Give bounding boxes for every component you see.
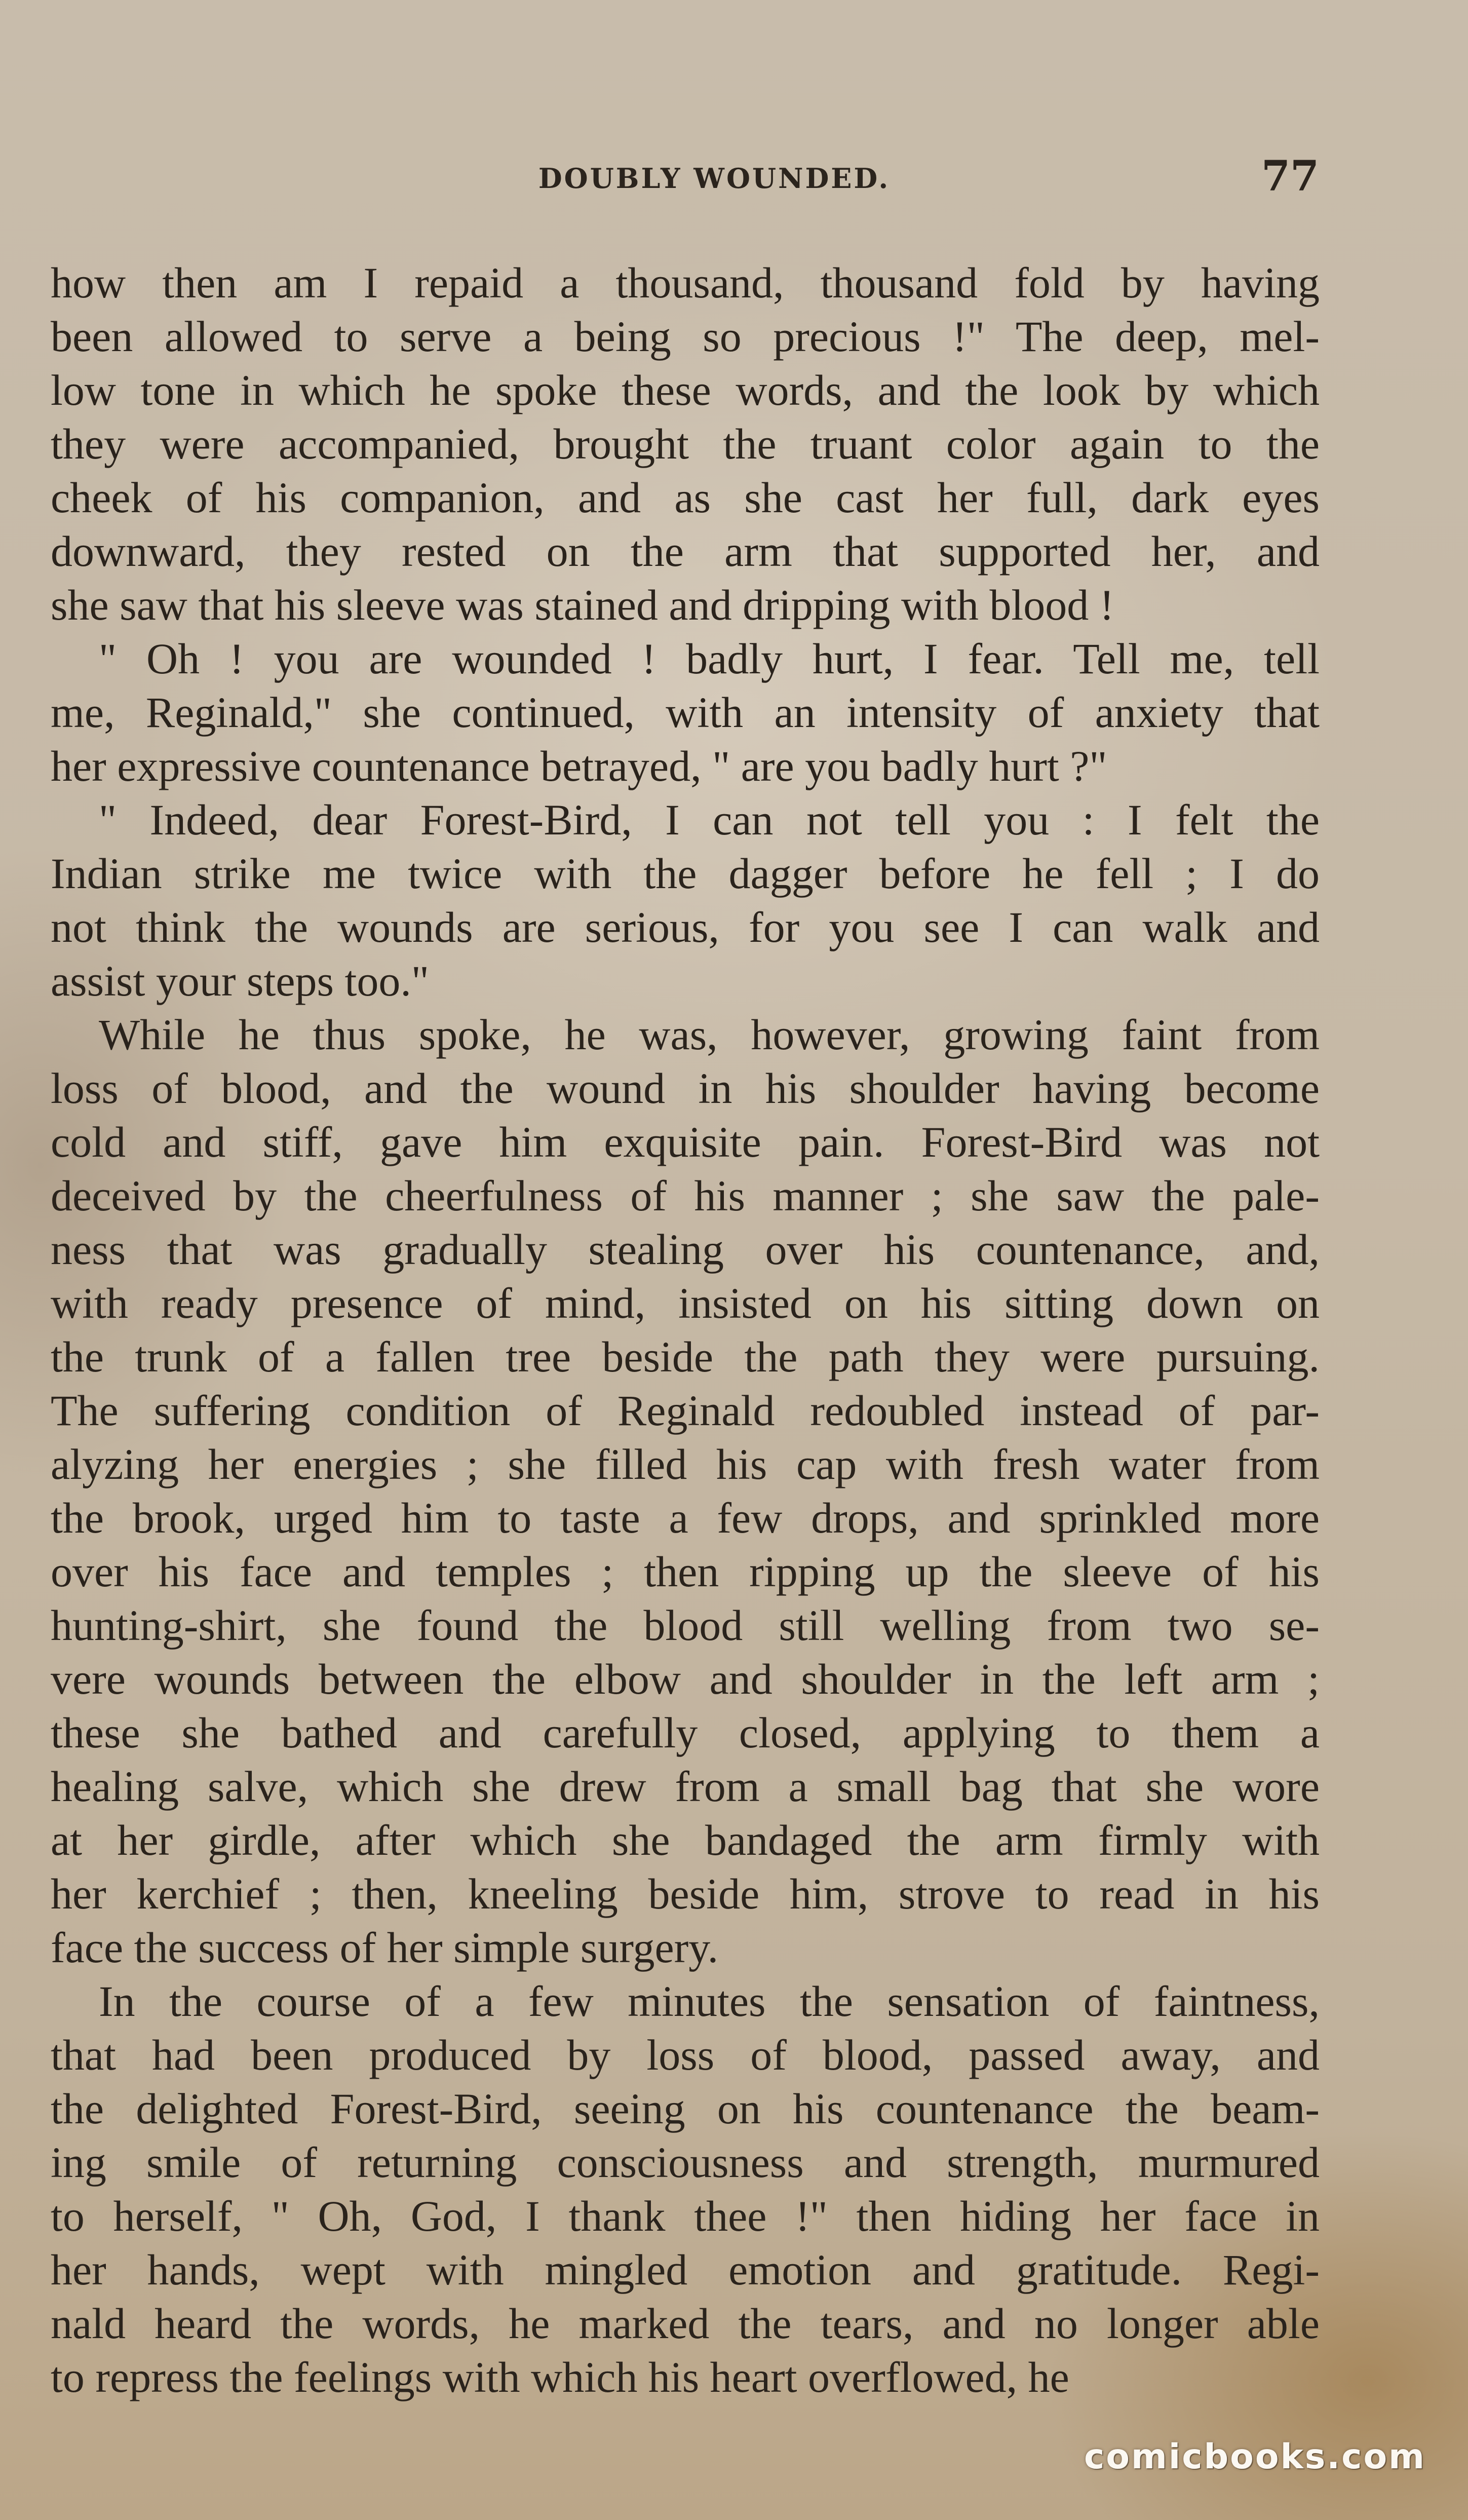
text-line: deceived by the cheerfulness of his manner ; she saw the pale-: [51, 1171, 1320, 1220]
text-line: her expressive countenance betrayed, " are you badly hurt ?": [51, 742, 1107, 790]
watermark: comicbooks.com: [1084, 2437, 1426, 2477]
text-line: her kerchief ; then, kneeling beside him, strove to read in his: [51, 1869, 1320, 1918]
text-line: me, Reginald," she continued, with an intensity of anxiety that: [51, 688, 1320, 737]
text-line: to herself, " Oh, God, I thank thee !" then hiding her face in: [51, 2192, 1320, 2240]
text-line: the trunk of a fallen tree beside the path they were pursuing.: [51, 1332, 1320, 1381]
body-text: [51, 256, 1320, 2404]
paragraph: [51, 1008, 1320, 1974]
text-line: with ready presence of mind, insisted on his sitting down on: [51, 1279, 1320, 1327]
text-line: not think the wounds are serious, for you see I can walk and: [51, 903, 1320, 951]
text-line: downward, they rested on the arm that supported her, and: [51, 527, 1320, 576]
text-line: the brook, urged him to taste a few drops, and sprinkled more: [51, 1494, 1320, 1542]
text-line: In the course of a few minutes the sensation of faintness,: [99, 1977, 1320, 2026]
text-line: face the success of her simple surgery.: [51, 1923, 719, 1972]
text-line: these she bathed and carefully closed, applying to them a: [51, 1708, 1320, 1757]
paragraph: [51, 632, 1320, 793]
text-line: at her girdle, after which she bandaged the arm firmly with: [51, 1816, 1320, 1864]
text-line: low tone in which he spoke these words, and the look by which: [51, 366, 1320, 414]
text-line: " Indeed, dear Forest-Bird, I can not tell you : I felt the: [99, 795, 1320, 844]
running-head: DOUBLY WOUNDED.: [538, 162, 891, 195]
paragraph: [51, 1974, 1320, 2404]
text-line: nald heard the words, he marked the tears, and no longer able: [51, 2299, 1320, 2348]
text-line: her hands, wept with mingled emotion and gratitude. Regi-: [51, 2245, 1320, 2294]
page-header: [0, 152, 1468, 213]
text-line: " Oh ! you are wounded ! badly hurt, I fear. Tell me, tell: [99, 634, 1320, 683]
text-line: vere wounds between the elbow and shoulder in the left arm ;: [51, 1655, 1320, 1703]
text-line: that had been produced by loss of blood, passed away, and: [51, 2031, 1320, 2079]
text-line: ing smile of returning consciousness and strength, murmured: [51, 2138, 1320, 2187]
text-line: cheek of his companion, and as she cast her full, dark eyes: [51, 473, 1320, 522]
text-line: been allowed to serve a being so precious !" The deep, mel-: [51, 312, 1320, 361]
text-line: ness that was gradually stealing over his countenance, and,: [51, 1225, 1320, 1274]
text-line: how then am I repaid a thousand, thousand fold by having: [51, 258, 1320, 307]
text-line: healing salve, which she drew from a small bag that she wore: [51, 1762, 1320, 1811]
text-line: While he thus spoke, he was, however, growing faint from: [99, 1010, 1320, 1059]
text-line: assist your steps too.": [51, 957, 429, 1005]
text-line: the delighted Forest-Bird, seeing on his countenance the beam-: [51, 2084, 1320, 2133]
text-line: loss of blood, and the wound in his shoulder having become: [51, 1064, 1320, 1113]
text-line: to repress the feelings with which his heart overflowed, he: [51, 2353, 1069, 2401]
page-number: 77: [1261, 152, 1320, 201]
text-line: hunting-shirt, she found the blood still welling from two se-: [51, 1601, 1320, 1650]
text-line: over his face and temples ; then ripping up the sleeve of his: [51, 1547, 1320, 1596]
text-line: she saw that his sleeve was stained and dripping with blood !: [51, 581, 1114, 629]
text-line: Indian strike me twice with the dagger before he fell ; I do: [51, 849, 1320, 898]
text-line: The suffering condition of Reginald redoubled instead of par-: [51, 1386, 1320, 1435]
paragraph: [51, 793, 1320, 1008]
text-line: they were accompanied, brought the truant color again to the: [51, 419, 1320, 468]
paragraph: [51, 256, 1320, 632]
text-line: cold and stiff, gave him exquisite pain. Forest-Bird was not: [51, 1118, 1320, 1166]
text-line: alyzing her energies ; she filled his cap with fresh water from: [51, 1440, 1320, 1488]
